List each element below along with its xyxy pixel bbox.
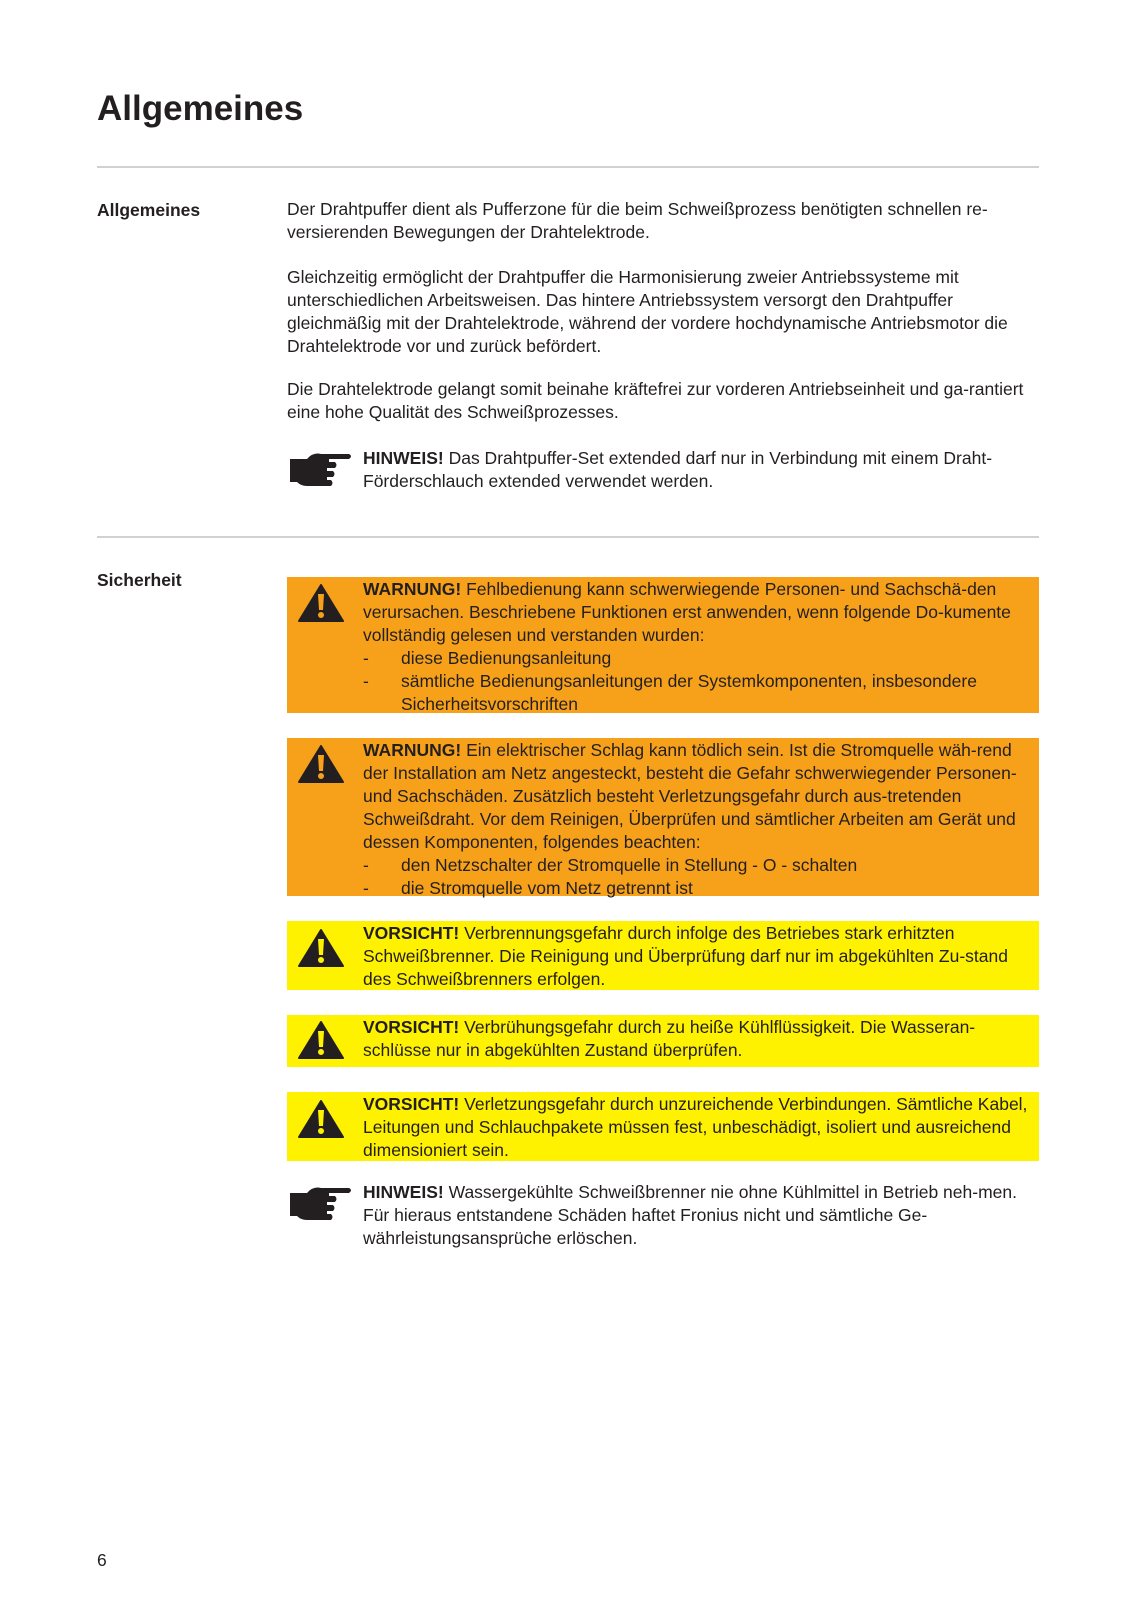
list-bullet: - [363, 855, 369, 875]
warning-text: Fehlbedienung kann schwerwiegende Personen- und Sachschä-den verursachen. Beschriebene Funktionen erst anwenden, wenn folgende Do-kumente vollständig gelesen und verstanden wurden: [363, 579, 1011, 645]
note-label: HINWEIS! [363, 448, 444, 468]
caution-label: VORSICHT! [363, 1094, 460, 1114]
caution-text: Verbrennungsgefahr durch infolge des Betriebes stark erhitzten Schweißbrenner. Die Reinigung und Überprüfung darf nur im abgekühlten Zu-stand des Schweißbrenners erfolgen. [363, 923, 1008, 989]
note-text: Das Drahtpuffer-Set extended darf nur in Verbindung mit einem Draht-Förderschlauch extended verwendet werden. [363, 448, 993, 491]
paragraph: Die Drahtelektrode gelangt somit beinahe kräftefrei zur vorderen Antriebseinheit und ga-rantiert eine hohe Qualität des Schweißprozesses. [287, 379, 1024, 422]
list-bullet: - [363, 878, 369, 898]
note-box [287, 1181, 1039, 1250]
list-item: - diese Bedienungsanleitung [363, 648, 612, 668]
warning-box [287, 738, 1039, 896]
divider [97, 166, 1039, 168]
section-label-general: Allgemeines [97, 200, 201, 220]
list-bullet: - [363, 648, 369, 668]
warning-text: Ein elektrischer Schlag kann tödlich sein. Ist die Stromquelle wäh-rend der Installation am Netz angesteckt, besteht die Gefahr schwerwiegender Personen- und Sachschäden. Zusätzlich besteht Verletzungsgefahr durch aus-tretenden Schweißdraht. Vor dem Reinigen, Überprüfen und sämtlicher Arbeiten am Gerät und dessen Komponenten, folgendes beachten: [363, 740, 1017, 852]
note-text: Wassergekühlte Schweißbrenner nie ohne Kühlmittel in Betrieb neh-men. Für hieraus entstandene Schäden haftet Fronius nicht und sämtliche Ge-währleistungsansprüche erlöschen. [363, 1182, 1017, 1248]
pointing-hand-icon [287, 1183, 353, 1223]
caution-text: Verbrühungsgefahr durch zu heiße Kühlflüssigkeit. Die Wasseran-schlüsse nur in abgekühlten Zustand überprüfen. [363, 1017, 976, 1060]
list-bullet: - [363, 671, 369, 691]
caution-box [287, 1092, 1039, 1161]
list-item: - die Stromquelle vom Netz getrennt ist [363, 878, 693, 898]
paragraph: Der Drahtpuffer dient als Pufferzone für die beim Schweißprozess benötigten schnellen re-versierenden Bewegungen der Drahtelektrode. [287, 199, 988, 242]
caution-box [287, 921, 1039, 990]
section-label-safety: Sicherheit [97, 570, 182, 590]
warning-triangle-icon [298, 1020, 344, 1060]
paragraph: Gleichzeitig ermöglicht der Drahtpuffer die Harmonisierung zweier Antriebssysteme mit unterschiedlichen Arbeitsweisen. Das hintere Antriebssystem versorgt den Drahtpuffer gleichmäßig mit der Drahtelektrode, während der vordere hochdynamische Antriebsmotor die Drahtelektrode vor und zurück befördert. [287, 267, 1008, 356]
warning-triangle-icon [298, 1099, 344, 1139]
page-title: Allgemeines [97, 89, 304, 128]
caution-label: VORSICHT! [363, 1017, 460, 1037]
warning-triangle-icon [298, 928, 344, 968]
warning-triangle-icon [298, 744, 344, 784]
warning-triangle-icon [298, 583, 344, 623]
list-item: - sämtliche Bedienungsanleitungen der Systemkomponenten, insbesondere Sicherheitsvorschriften [363, 671, 977, 714]
warning-label: WARNUNG! [363, 579, 462, 599]
caution-box [287, 1015, 1039, 1067]
page-number: 6 [97, 1550, 107, 1570]
caution-label: VORSICHT! [363, 923, 460, 943]
warning-box [287, 577, 1039, 713]
note-box [287, 447, 1039, 493]
pointing-hand-icon [287, 449, 353, 489]
note-label: HINWEIS! [363, 1182, 444, 1202]
warning-label: WARNUNG! [363, 740, 462, 760]
list-item: - den Netzschalter der Stromquelle in Stellung - O - schalten [363, 855, 858, 875]
caution-text: Verletzungsgefahr durch unzureichende Verbindungen. Sämtliche Kabel, Leitungen und Schlauchpakete müssen fest, unbeschädigt, isoliert und ausreichend dimensioniert sein. [363, 1094, 1028, 1160]
divider [97, 536, 1039, 538]
